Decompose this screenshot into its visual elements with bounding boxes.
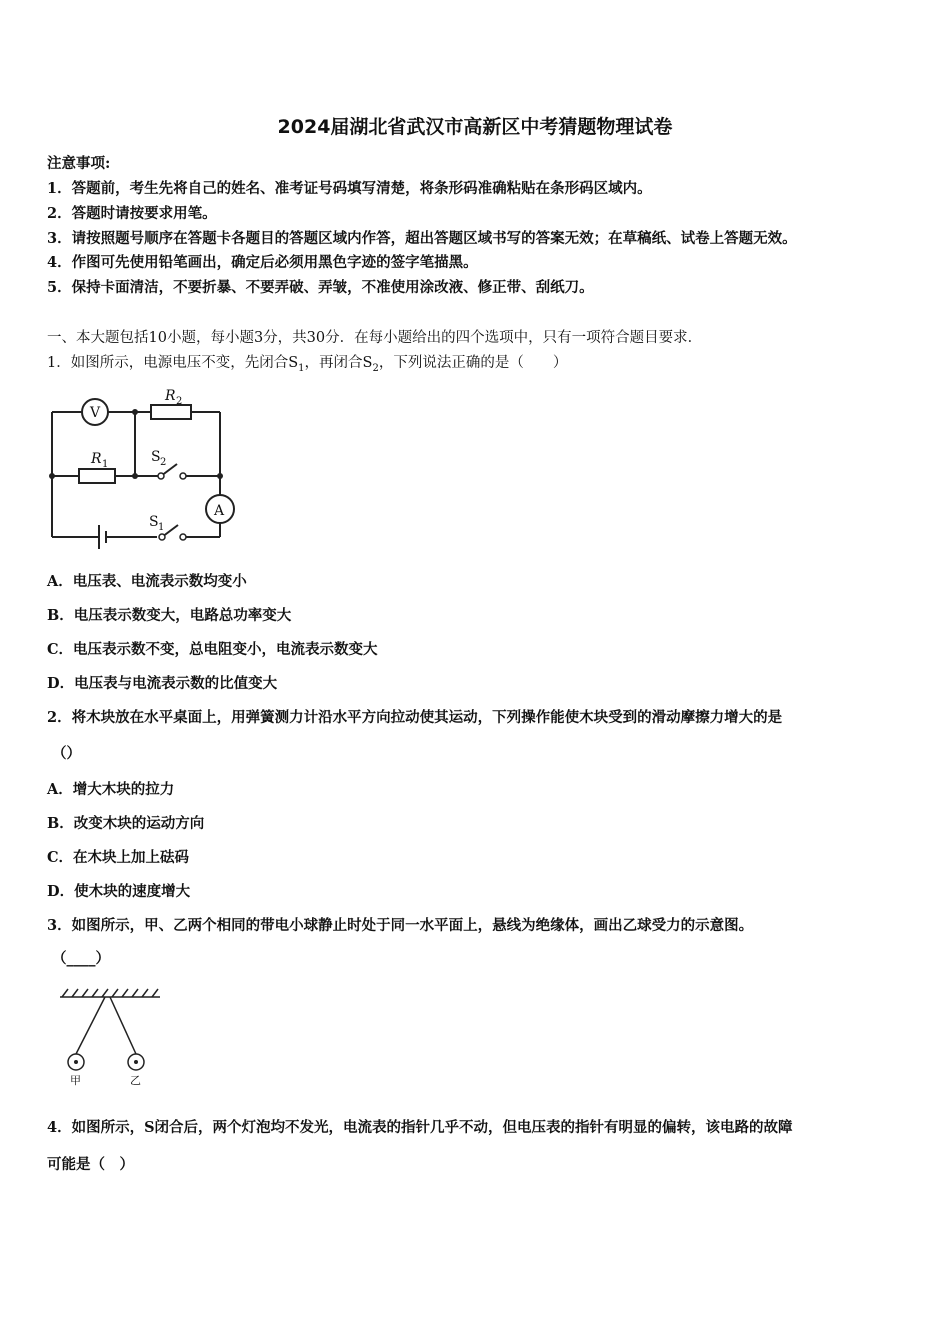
option-b[interactable]: B．改变木块的运动方向 <box>47 815 205 832</box>
notice-item: 5．保持卡面清洁，不要折暴、不要弄破、弄皱，不准使用涂改液、修正带、刮纸刀。 <box>47 279 594 296</box>
svg-text:1: 1 <box>158 522 165 533</box>
svg-text:2: 2 <box>176 396 183 407</box>
option-c[interactable]: C．电压表示数不变，总电阻变小，电流表示数变大 <box>47 641 378 658</box>
r2-label: R <box>165 388 176 404</box>
s1-label: S <box>149 514 159 530</box>
resistor-r2 <box>151 405 191 419</box>
s2-label: S <box>151 449 161 465</box>
question-2-stem: 2．将木块放在水平桌面上，用弹簧测力计沿水平方向拉动使其运动，下列操作能使木块受到的滑动摩擦力增大的是 <box>47 709 783 726</box>
svg-text:2: 2 <box>160 457 167 468</box>
ammeter-label: A <box>214 503 225 519</box>
option-c[interactable]: C．在木块上加上砝码 <box>47 849 190 866</box>
thread-jia <box>76 997 105 1054</box>
option-a[interactable]: A．增大木块的拉力 <box>47 781 175 798</box>
section-heading: 一、本大题包括10小题，每小题3分，共30分．在每小题给出的四个选项中，只有一项符合题目要求． <box>47 330 703 346</box>
option-d[interactable]: D．电压表与电流表示数的比值变大 <box>47 675 278 692</box>
label-jia: 甲 <box>70 1074 81 1087</box>
question-2-blank: （） <box>52 745 81 762</box>
thread-yi <box>110 997 136 1054</box>
option-d[interactable]: D．使木块的速度增大 <box>47 883 191 900</box>
voltmeter-label: V <box>90 405 101 421</box>
label-yi: 乙 <box>130 1074 141 1087</box>
notice-item: 1．答题前，考生先将自己的姓名、准考证号码填写清楚，将条形码准确粘贴在条形码区域内。 <box>47 180 652 197</box>
question-1-stem: 1．如图所示，电源电压不变，先闭合$S_1$，再闭合$S_2$，下列说法正确的是（ ） <box>47 355 568 374</box>
svg-text:1: 1 <box>102 459 109 470</box>
resistor-r1 <box>79 469 115 483</box>
option-a[interactable]: A．电压表、电流表示数均变小 <box>47 573 247 590</box>
r1-label: R <box>91 451 102 467</box>
circuit-diagram-q1 <box>45 385 245 555</box>
notice-heading: 注意事项: <box>47 155 111 172</box>
page-title: 2024届湖北省武汉市高新区中考猜题物理试卷 <box>277 116 673 138</box>
notice-item: 2．答题时请按要求用笔。 <box>47 205 217 222</box>
notice-item: 4．作图可先使用铅笔画出，确定后必须用黑色字迹的签字笔描黑。 <box>47 254 478 271</box>
notice-item: 3．请按照题号顺序在答题卡各题目的答题区域内作答，超出答题区域书写的答案无效；在草稿纸、试卷上答题无效。 <box>47 230 797 247</box>
option-b[interactable]: B．电压表示数变大，电路总功率变大 <box>47 607 292 624</box>
charged-balls-diagram <box>48 983 168 1088</box>
question-4-stem: 4．如图所示，S闭合后，两个灯泡均不发光，电流表的指针几乎不动，但电压表的指针有明显的偏转，该电路的故障 <box>47 1119 793 1136</box>
question-3-stem: 3．如图所示，甲、乙两个相同的带电小球静止时处于同一水平面上，悬线为绝缘体，画出乙球受力的示意图。 <box>47 917 754 934</box>
question-4-stem-cont: 可能是（ ） <box>47 1156 134 1173</box>
question-3-blank: （____） <box>52 950 110 967</box>
